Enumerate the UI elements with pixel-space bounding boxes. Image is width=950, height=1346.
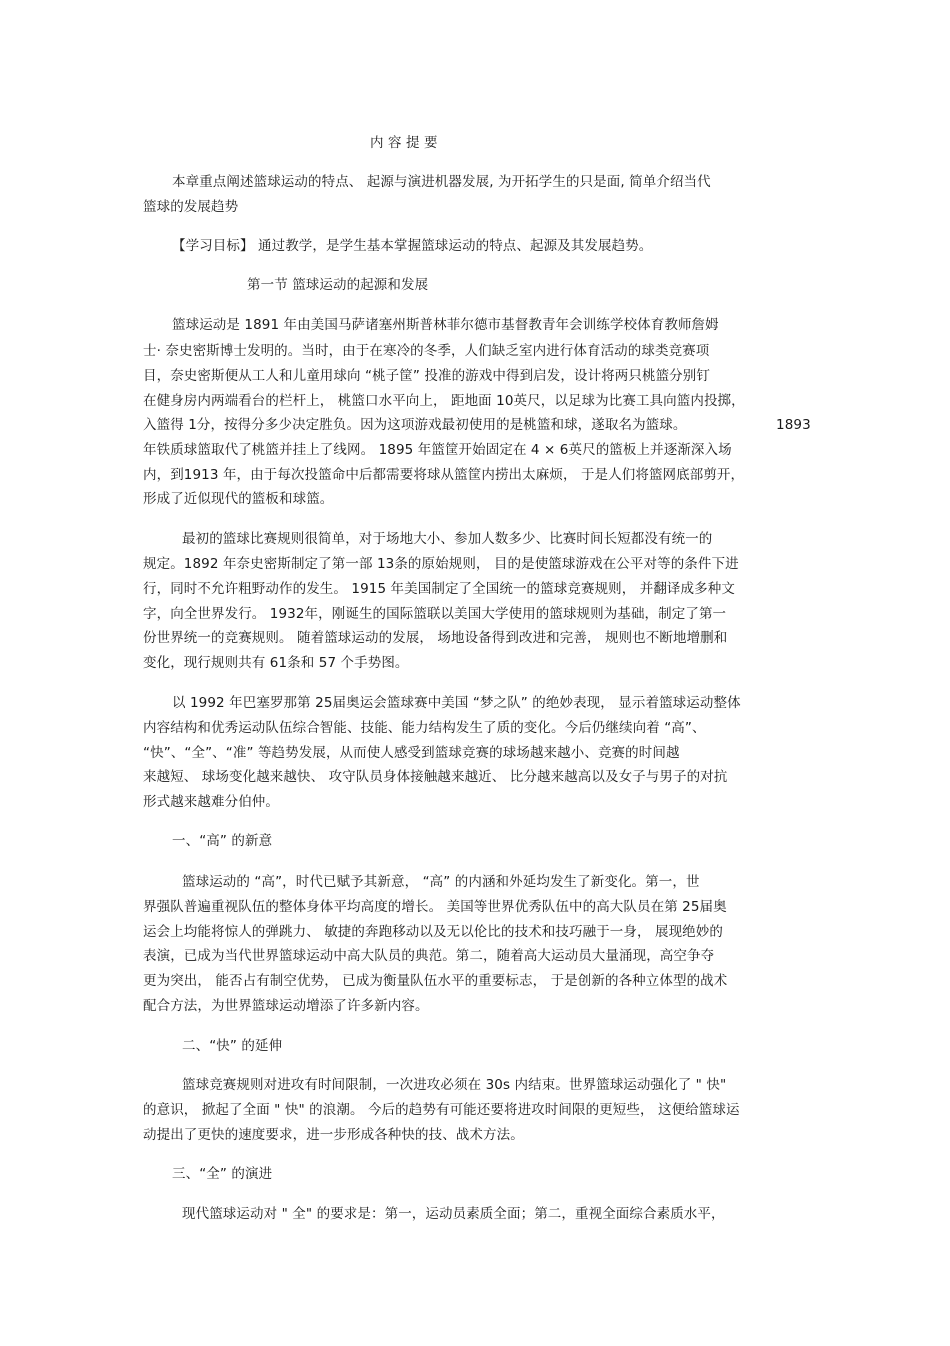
- paragraph-line: 运会上均能将惊人的弹跳力、 敏捷的奔跑移动以及无以伦比的技术和技巧融于一身， 展现绝妙的: [143, 924, 723, 940]
- paragraph-line: 份世界统一的竞赛规则。 随着篮球运动的发展， 场地设备得到改进和完善， 规则也不断地增删和: [143, 630, 728, 646]
- paragraph-line: “快”、“全”、“准” 等趋势发展，从而使人感受到篮球竞赛的球场越来越小、竞赛的时间越: [143, 745, 680, 761]
- paragraph-line: 配合方法，为世界篮球运动增添了许多新内容。: [143, 998, 429, 1014]
- paragraph-line: 行，同时不允许粗野动作的发生。 1915 年美国制定了全国统一的篮球竞赛规则， 并翻译成多种文: [143, 581, 735, 597]
- paragraph-line: 篮球运动的 “高”，时代已赋予其新意， “高” 的内涵和外延均发生了新变化。第一，世: [182, 874, 700, 890]
- section-heading: 第一节 篮球运动的起源和发展: [247, 277, 429, 293]
- paragraph-line: 入篮得 1分，按得分多少决定胜负。因为这项游戏最初使用的是桃篮和球，遂取名为篮球。: [143, 417, 687, 433]
- learning-objective: 【学习目标】 通过教学，是学生基本掌握篮球运动的特点、起源及其发展趋势。: [172, 238, 653, 254]
- paragraph-line: 目，奈史密斯便从工人和儿童用球向 “桃子筐” 投准的游戏中得到启发，设计将两只桃篮分别钉: [143, 368, 710, 384]
- paragraph-line: 年铁质球篮取代了桃篮并挂上了线网。 1895 年篮筐开始固定在 4 × 6英尺的篮板上并逐渐深入场: [143, 442, 732, 458]
- paragraph-line: 的意识， 掀起了全面 " 快" 的浪潮。 今后的趋势有可能还要将进攻时间限的更短些， 这便给篮球运: [143, 1102, 740, 1118]
- summary-line: 篮球的发展趋势: [143, 199, 239, 215]
- paragraph-line: 规定。1892 年奈史密斯制定了第一部 13条的原始规则， 目的是使篮球游戏在公平对等的条件下进: [143, 556, 739, 572]
- paragraph-line: 来越短、 球场变化越来越快、 攻守队员身体接触越来越近、 比分越来越高以及女子与男子的对抗: [143, 769, 728, 785]
- paragraph-line: 字，向全世界发行。 1932年，刚诞生的国际篮联以美国大学使用的篮球规则为基础，制定了第一: [143, 606, 727, 622]
- paragraph-line: 篮球竞赛规则对进攻有时间限制，一次进攻必须在 30s 内结束。世界篮球运动强化了 " 快": [182, 1077, 727, 1093]
- paragraph-line: 篮球运动是 1891 年由美国马萨诸塞州斯普林菲尔德市基督教青年会训练学校体育教师詹姆: [172, 317, 719, 333]
- subsection-heading: 一、“高” 的新意: [172, 833, 273, 849]
- paragraph-line: 现代篮球运动对 " 全" 的要求是：第一，运动员素质全面；第二，重视全面综合素质水平，: [182, 1206, 725, 1222]
- subsection-heading: 三、“全” 的演进: [172, 1166, 273, 1182]
- subsection-heading: 二、“快” 的延伸: [182, 1038, 283, 1054]
- paragraph-line: 以 1992 年巴塞罗那第 25届奥运会篮球赛中美国 “梦之队” 的绝妙表现， 显示着篮球运动整体: [172, 695, 741, 711]
- paragraph-line: 内，到1913 年，由于每次投篮命中后都需要将球从篮筐内捞出太麻烦， 于是人们将篮网底部剪开，: [143, 467, 745, 483]
- paragraph-line: 在健身房内两端看台的栏杆上， 桃篮口水平向上， 距地面 10英尺，以足球为比赛工具向篮内投掷，: [143, 393, 745, 409]
- paragraph-line: 变化，现行规则共有 61条和 57 个手势图。: [143, 655, 409, 671]
- document-title: 内 容 提 要: [370, 135, 438, 151]
- paragraph-line: 表演，已成为当代世界篮球运动中高大队员的典范。第二，随着高大运动员大量涌现，高空争夺: [143, 948, 715, 964]
- paragraph-line: 最初的篮球比赛规则很简单，对于场地大小、参加人数多少、比赛时间长短都没有统一的: [182, 531, 713, 547]
- paragraph-line: 动提出了更快的速度要求，进一步形成各种快的技、战术方法。: [143, 1127, 524, 1143]
- paragraph-line: 士· 奈史密斯博士发明的。当时，由于在寒冷的冬季，人们缺乏室内进行体育活动的球类竞赛项: [143, 343, 710, 359]
- paragraph-line: 内容结构和优秀运动队伍综合智能、技能、能力结构发生了质的变化。今后仍继续向着 “高”、: [143, 720, 706, 736]
- paragraph-line: 界强队普遍重视队伍的整体身体平均高度的增长。 美国等世界优秀队伍中的高大队员在第 25届奥: [143, 899, 727, 915]
- paragraph-line: 更为突出， 能否占有制空优势， 已成为衡量队伍水平的重要标志， 于是创新的各种立体型的战术: [143, 973, 728, 989]
- paragraph-line: 形式越来越难分伯仲。: [143, 794, 279, 810]
- summary-line: 本章重点阐述篮球运动的特点、 起源与演进机器发展, 为开拓学生的只是面, 简单介绍当代: [172, 174, 711, 190]
- paragraph-line: 形成了近似现代的篮板和球篮。: [143, 491, 334, 507]
- paragraph-year: 1893: [776, 417, 811, 433]
